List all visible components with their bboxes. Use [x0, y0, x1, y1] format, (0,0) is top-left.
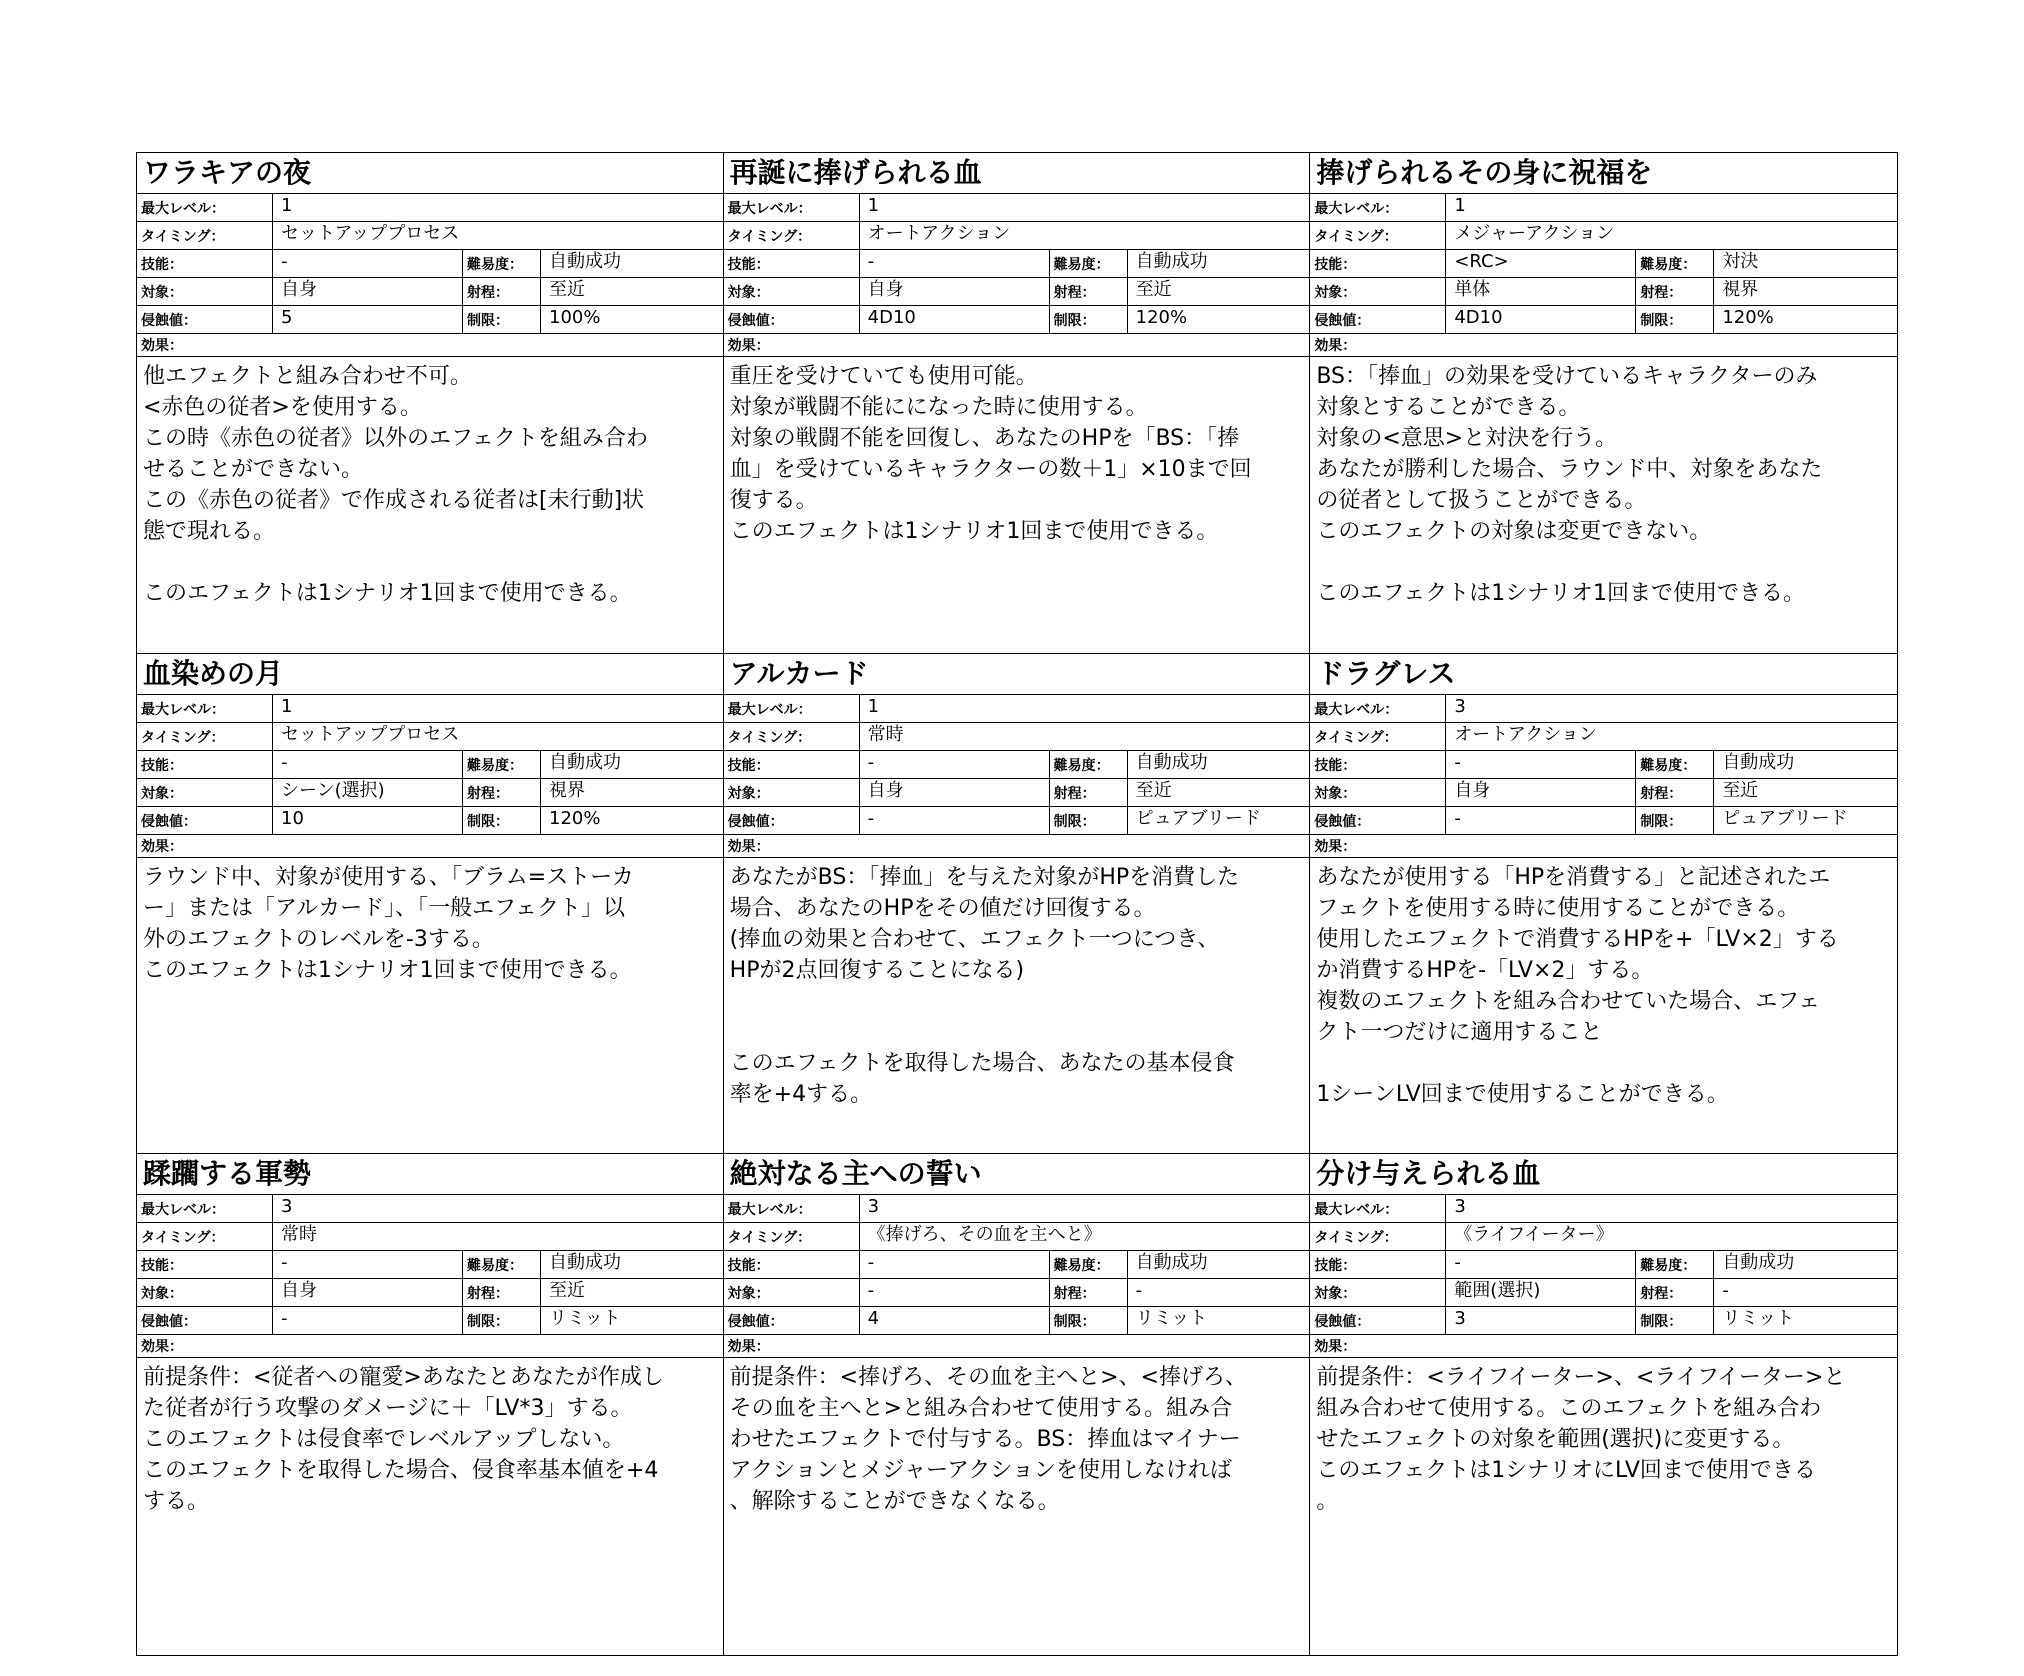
max-level-row: [724, 194, 1310, 222]
effect-line: フェクトを使用する時に使用することができる。: [1316, 895, 1800, 921]
effect-label: 効果：: [727, 338, 770, 354]
skill-value: -: [1446, 1251, 1636, 1278]
max-level-row: [724, 695, 1310, 723]
erosion-row: [724, 1307, 1310, 1335]
range-value: 至近: [1135, 279, 1172, 300]
range-label: 射程：: [1050, 779, 1128, 806]
effect-label-row: [1310, 835, 1897, 858]
skill-label: 技能：: [1310, 250, 1446, 277]
limit-label: 制限：: [463, 807, 541, 834]
target-label: 対象：: [1310, 1279, 1446, 1306]
timing-label: タイミング：: [137, 1223, 273, 1250]
skill-row: [724, 1251, 1310, 1279]
effect-line: <赤色の従者>を使用する。: [143, 395, 422, 420]
timing-value: オートアクション: [867, 223, 1011, 244]
effect-line: 前提条件：<ライフイーター>、<ライフイーター>と: [1316, 1365, 1846, 1391]
range-value: 視界: [1722, 279, 1759, 300]
range-value: 至近: [1135, 779, 1172, 801]
effect-text: [137, 357, 723, 653]
limit-value: ピュアブリード: [1135, 807, 1261, 829]
skill-value: -: [860, 250, 1050, 277]
effect-label-row: [137, 1335, 723, 1358]
limit-value: リミット: [549, 1308, 621, 1330]
erosion-label: 侵蝕値：: [724, 807, 860, 834]
skill-row: [724, 751, 1310, 779]
range-label: 射程：: [1050, 278, 1128, 305]
effect-label: 効果：: [1314, 338, 1357, 354]
difficulty-label: 難易度：: [1636, 1251, 1714, 1278]
range-label: 射程：: [1636, 278, 1714, 305]
difficulty-label: 難易度：: [463, 1251, 541, 1278]
skill-label: 技能：: [1310, 1251, 1446, 1278]
erosion-label: 侵蝕値：: [1310, 1307, 1446, 1334]
max-level-row: [1310, 194, 1897, 222]
timing-label: タイミング：: [137, 723, 273, 750]
target-value: 自身: [273, 1279, 463, 1306]
effect-line: クト一つだけに適用すること: [1316, 1019, 1603, 1045]
erosion-label: 侵蝕値：: [137, 1307, 273, 1334]
skill-value: -: [1446, 751, 1636, 778]
effect-card: [137, 654, 724, 1155]
effect-line: 他エフェクトと組み合わせ不可。: [143, 364, 472, 389]
effect-line: 。: [1316, 1489, 1339, 1515]
effect-line: 、解除することができなくなる。: [729, 1489, 1060, 1515]
skill-row: [137, 250, 723, 278]
target-label: 対象：: [137, 278, 273, 305]
max-level-label: 最大レベル：: [1310, 194, 1446, 221]
difficulty-value: 自動成功: [1135, 751, 1208, 773]
effect-line: この《赤色の従者》で作成される従者は[未行動]状: [143, 488, 645, 513]
erosion-row: [724, 807, 1310, 835]
effect-line: (捧血の効果と合わせて、エフェクト一つにつき、: [729, 926, 1220, 952]
target-row: [137, 779, 723, 807]
target-label: 対象：: [724, 278, 860, 305]
effect-line: か消費するHPを-「LV×2」する。: [1316, 957, 1654, 983]
effect-name: 捧げられるその身に祝福を: [1310, 153, 1897, 194]
effect-label: 効果：: [141, 338, 183, 354]
timing-row: [1310, 222, 1897, 250]
target-row: [724, 1279, 1310, 1307]
difficulty-label: 難易度：: [1636, 751, 1714, 778]
effect-line: 前提条件：<捧げろ、その血を主へと>、<捧げろ、: [729, 1365, 1247, 1391]
target-row: [1310, 1279, 1897, 1307]
effect-name: アルカード: [724, 654, 1310, 695]
target-value: 自身: [1446, 779, 1636, 806]
effect-label-row: [1310, 334, 1897, 357]
effect-line: 復する。: [729, 488, 818, 513]
erosion-value: 4: [860, 1307, 1050, 1334]
target-value: 自身: [860, 779, 1050, 806]
effect-line: このエフェクトを取得した場合、あなたの基本侵食: [729, 1050, 1235, 1076]
effect-line: このエフェクトは1シナリオ1回まで使用できる。: [729, 519, 1219, 544]
effect-line: HPが2点回復することになる): [729, 957, 1025, 983]
timing-label: タイミング：: [1310, 222, 1446, 249]
erosion-label: 侵蝕値：: [137, 306, 273, 333]
target-label: 対象：: [137, 779, 273, 806]
skill-row: [137, 751, 723, 779]
range-value: 至近: [549, 1280, 585, 1302]
effect-label-row: [1310, 1335, 1897, 1358]
effect-text: [1310, 858, 1897, 1154]
timing-value: 《ライフイーター》: [1454, 1224, 1614, 1246]
difficulty-label: 難易度：: [1050, 751, 1128, 778]
skill-label: 技能：: [724, 1251, 860, 1278]
effect-line: の従者として扱うことができる。: [1316, 488, 1647, 513]
effect-line: わせたエフェクトで付与する。BS：捧血はマイナー: [729, 1427, 1241, 1453]
effect-label-row: [137, 835, 723, 858]
limit-label: 制限：: [1636, 1307, 1714, 1334]
effect-label: 効果：: [727, 1339, 770, 1356]
effect-label-row: [724, 835, 1310, 858]
difficulty-value: 自動成功: [549, 751, 621, 773]
effect-line: あなたがBS：「捧血」を与えた対象がHPを消費した: [729, 864, 1240, 890]
skill-row: [1310, 751, 1897, 779]
timing-value: 常時: [281, 1224, 317, 1246]
range-value: 至近: [549, 279, 585, 300]
timing-value: メジャーアクション: [1454, 223, 1615, 244]
max-level-value: 1: [867, 695, 880, 717]
effect-card: [137, 1154, 724, 1655]
skill-label: 技能：: [137, 751, 273, 778]
target-label: 対象：: [137, 1279, 273, 1306]
skill-label: 技能：: [137, 1251, 273, 1278]
difficulty-value: 自動成功: [1722, 751, 1795, 773]
effect-line: その血を主へと>と組み合わせて使用する。組み合: [729, 1396, 1233, 1422]
skill-label: 技能：: [137, 250, 273, 277]
effect-line: [143, 547, 717, 578]
target-row: [137, 278, 723, 306]
effect-line: せることができない。: [143, 457, 364, 482]
max-level-label: 最大レベル：: [137, 194, 273, 221]
effect-label: 効果：: [141, 1339, 183, 1356]
limit-value: リミット: [1722, 1308, 1794, 1330]
effect-line: せたエフェクトの対象を範囲(選択)に変更する。: [1316, 1427, 1795, 1453]
timing-value: セットアッププロセス: [281, 723, 460, 745]
range-label: 射程：: [1636, 1279, 1714, 1306]
effect-line: ー」または「アルカード」、「一般エフェクト」以: [143, 895, 626, 921]
effect-line: 対象の<意思>と対決を行う。: [1316, 426, 1618, 451]
effect-name: 絶対なる主への誓い: [724, 1154, 1310, 1195]
target-value: 範囲(選択): [1446, 1279, 1636, 1306]
limit-label: 制限：: [1636, 807, 1714, 834]
effect-line: このエフェクトは1シナリオ1回まで使用できる。: [1316, 581, 1805, 606]
effect-label: 効果：: [727, 838, 770, 855]
effect-card: [724, 1154, 1311, 1655]
max-level-row: [724, 1195, 1310, 1223]
limit-value: 120%: [1135, 307, 1188, 328]
limit-label: 制限：: [1050, 807, 1128, 834]
effect-line: このエフェクトの対象は変更できない。: [1316, 519, 1712, 544]
effect-line: あなたが使用する「HPを消費する」と記述されたエ: [1316, 864, 1831, 890]
erosion-label: 侵蝕値：: [1310, 807, 1446, 834]
range-label: 射程：: [1050, 1279, 1128, 1306]
max-level-value: 3: [281, 1196, 293, 1218]
max-level-label: 最大レベル：: [137, 695, 273, 722]
timing-value: オートアクション: [1454, 723, 1597, 745]
erosion-value: 4D10: [1446, 306, 1636, 333]
target-label: 対象：: [724, 779, 860, 806]
erosion-row: [137, 306, 723, 334]
timing-row: [724, 723, 1310, 751]
effect-line: アクションとメジャーアクションを使用しなければ: [729, 1458, 1232, 1484]
max-level-label: 最大レベル：: [1310, 695, 1446, 722]
effect-name: 血染めの月: [137, 654, 723, 695]
erosion-value: -: [273, 1307, 463, 1334]
effect-line: あなたが勝利した場合、ラウンド中、対象をあなた: [1316, 457, 1823, 482]
range-label: 射程：: [463, 779, 541, 806]
effect-line: [730, 986, 1304, 1017]
max-level-value: 1: [1454, 195, 1466, 216]
effect-line: する。: [143, 1489, 210, 1515]
target-label: 対象：: [724, 1279, 860, 1306]
target-label: 対象：: [1310, 278, 1446, 305]
timing-row: [1310, 723, 1897, 751]
max-level-label: 最大レベル：: [724, 1195, 860, 1222]
max-level-value: 1: [281, 695, 293, 717]
timing-row: [137, 723, 723, 751]
erosion-row: [1310, 807, 1897, 835]
effect-line: 外のエフェクトのレベルを-3する。: [143, 926, 494, 952]
erosion-value: 4D10: [860, 306, 1050, 333]
max-level-value: 1: [867, 195, 880, 216]
target-value: 自身: [860, 278, 1050, 305]
range-value: 至近: [1722, 779, 1759, 801]
skill-label: 技能：: [724, 751, 860, 778]
effect-line: [730, 1017, 1304, 1048]
effect-line: このエフェクトは1シナリオにLV回まで使用できる: [1316, 1458, 1816, 1484]
erosion-label: 侵蝕値：: [724, 306, 860, 333]
erosion-label: 侵蝕値：: [724, 1307, 860, 1334]
max-level-label: 最大レベル：: [724, 194, 860, 221]
timing-value: 常時: [867, 723, 904, 745]
timing-value: 《捧げろ、その血を主へと》: [867, 1224, 1102, 1246]
difficulty-value: 自動成功: [549, 251, 621, 272]
max-level-label: 最大レベル：: [1310, 1195, 1446, 1222]
target-value: 単体: [1446, 278, 1636, 305]
skill-label: 技能：: [724, 250, 860, 277]
effect-label: 効果：: [141, 838, 183, 855]
skill-value: -: [860, 751, 1050, 778]
range-value: -: [1135, 1280, 1143, 1302]
erosion-value: 10: [273, 807, 463, 834]
range-label: 射程：: [463, 1279, 541, 1306]
max-level-row: [1310, 1195, 1897, 1223]
effect-text: [724, 1358, 1310, 1655]
effect-line: 組み合わせて使用する。このエフェクトを組み合わ: [1316, 1396, 1822, 1422]
erosion-row: [1310, 1307, 1897, 1335]
skill-row: [724, 250, 1310, 278]
range-label: 射程：: [1636, 779, 1714, 806]
max-level-value: 1: [281, 195, 293, 216]
erosion-label: 侵蝕値：: [137, 807, 273, 834]
effect-line: このエフェクトを取得した場合、侵食率基本値を+4: [143, 1458, 659, 1484]
max-level-label: 最大レベル：: [137, 1195, 273, 1222]
effect-text: [724, 858, 1310, 1154]
effect-line: 1シーンLV回まで使用することができる。: [1316, 1081, 1729, 1107]
difficulty-value: 自動成功: [1135, 1252, 1208, 1274]
effect-card: [1310, 153, 1897, 654]
effect-line: BS：「捧血」の効果を受けているキャラクターのみ: [1316, 364, 1818, 389]
skill-value: -: [860, 1251, 1050, 1278]
effect-line: [1316, 1048, 1891, 1079]
erosion-value: -: [1446, 807, 1636, 834]
effect-label-row: [724, 1335, 1310, 1358]
range-value: 視界: [549, 779, 585, 801]
effect-line: 態で現れる。: [143, 519, 276, 544]
effect-line: 対象の戦闘不能を回復し、あなたのHPを「BS：「捧: [729, 426, 1240, 451]
difficulty-label: 難易度：: [1050, 1251, 1128, 1278]
timing-row: [724, 222, 1310, 250]
max-level-row: [137, 1195, 723, 1223]
skill-value: <RC>: [1446, 250, 1636, 277]
range-value: -: [1722, 1280, 1729, 1302]
effect-line: 対象とすることができる。: [1316, 395, 1581, 420]
difficulty-label: 難易度：: [463, 250, 541, 277]
effect-text: [1310, 357, 1897, 653]
limit-label: 制限：: [1050, 1307, 1128, 1334]
effect-text: [724, 357, 1310, 653]
erosion-row: [724, 306, 1310, 334]
limit-value: 120%: [1722, 307, 1774, 328]
timing-label: タイミング：: [1310, 1223, 1446, 1250]
effect-text: [137, 1358, 723, 1655]
erosion-value: 5: [273, 306, 463, 333]
effect-name: ワラキアの夜: [137, 153, 723, 194]
timing-row: [137, 1223, 723, 1251]
skill-value: -: [273, 751, 463, 778]
erosion-row: [137, 1307, 723, 1335]
target-row: [1310, 779, 1897, 807]
skill-value: -: [273, 250, 463, 277]
effect-card: [1310, 1154, 1897, 1655]
difficulty-value: 対決: [1722, 251, 1759, 272]
effect-line: 対象が戦闘不能にになった時に使用する。: [729, 395, 1148, 420]
timing-label: タイミング：: [137, 222, 273, 249]
skill-row: [1310, 1251, 1897, 1279]
effect-card: [137, 153, 724, 654]
effect-line: このエフェクトは1シナリオ1回まで使用できる。: [143, 581, 632, 606]
effect-text: [1310, 1358, 1897, 1655]
target-value: -: [860, 1279, 1050, 1306]
effect-card: [1310, 654, 1897, 1155]
max-level-row: [1310, 695, 1897, 723]
effect-line: このエフェクトは1シナリオ1回まで使用できる。: [143, 957, 632, 983]
skill-label: 技能：: [1310, 751, 1446, 778]
target-value: シーン(選択): [273, 779, 463, 806]
target-row: [724, 278, 1310, 306]
effect-name: 分け与えられる血: [1310, 1154, 1897, 1195]
erosion-value: 3: [1446, 1307, 1636, 1334]
difficulty-value: 自動成功: [549, 1252, 621, 1274]
timing-row: [1310, 1223, 1897, 1251]
effect-line: 重圧を受けていても使用可能。: [729, 364, 1038, 389]
erosion-row: [137, 807, 723, 835]
difficulty-value: 自動成功: [1135, 251, 1208, 272]
target-row: [137, 1279, 723, 1307]
effect-label: 効果：: [1314, 838, 1357, 855]
max-level-row: [137, 194, 723, 222]
timing-label: タイミング：: [724, 222, 860, 249]
limit-value: ピュアブリード: [1722, 807, 1848, 829]
effect-line: 率を+4する。: [729, 1081, 873, 1107]
limit-label: 制限：: [1636, 306, 1714, 333]
effect-card: [724, 654, 1311, 1155]
effect-line: 使用したエフェクトで消費するHPを+「LV×2」する: [1316, 926, 1839, 952]
timing-row: [724, 1223, 1310, 1251]
effect-label-row: [724, 334, 1310, 357]
erosion-row: [1310, 306, 1897, 334]
effect-line: この時《赤色の従者》以外のエフェクトを組み合わ: [143, 426, 648, 451]
effect-line: ラウンド中、対象が使用する、「ブラム=ストーカ: [143, 864, 634, 890]
timing-label: タイミング：: [1310, 723, 1446, 750]
target-row: [724, 779, 1310, 807]
limit-value: 100%: [549, 307, 601, 328]
effect-line: 場合、あなたのHPをその値だけ回復する。: [729, 895, 1156, 921]
timing-label: タイミング：: [724, 723, 860, 750]
effect-label-row: [137, 334, 723, 357]
effect-line: 前提条件：<従者への寵愛>あなたとあなたが作成し: [143, 1365, 664, 1391]
target-row: [1310, 278, 1897, 306]
erosion-label: 侵蝕値：: [1310, 306, 1446, 333]
limit-label: 制限：: [463, 1307, 541, 1334]
skill-row: [1310, 250, 1897, 278]
limit-value: リミット: [1135, 1308, 1208, 1330]
effect-name: 再誕に捧げられる血: [724, 153, 1310, 194]
target-label: 対象：: [1310, 779, 1446, 806]
difficulty-label: 難易度：: [463, 751, 541, 778]
difficulty-label: 難易度：: [1636, 250, 1714, 277]
limit-value: 120%: [549, 807, 601, 829]
target-value: 自身: [273, 278, 463, 305]
effect-text: [137, 858, 723, 1154]
timing-label: タイミング：: [724, 1223, 860, 1250]
timing-row: [137, 222, 723, 250]
effect-line: 複数のエフェクトを組み合わせていた場合、エフェ: [1316, 988, 1821, 1014]
limit-label: 制限：: [1050, 306, 1128, 333]
erosion-value: -: [860, 807, 1050, 834]
max-level-value: 3: [1454, 695, 1466, 717]
effect-name: 蹂躙する軍勢: [137, 1154, 723, 1195]
effect-card-grid: [136, 152, 1898, 1656]
difficulty-value: 自動成功: [1722, 1252, 1795, 1274]
skill-value: -: [273, 1251, 463, 1278]
max-level-value: 3: [1454, 1196, 1466, 1218]
skill-row: [137, 1251, 723, 1279]
effect-line: このエフェクトは侵食率でレベルアップしない。: [143, 1427, 625, 1453]
max-level-label: 最大レベル：: [724, 695, 860, 722]
effect-card: [724, 153, 1311, 654]
timing-value: セットアッププロセス: [281, 223, 460, 244]
effect-line: [1316, 547, 1891, 578]
difficulty-label: 難易度：: [1050, 250, 1128, 277]
max-level-value: 3: [867, 1196, 880, 1218]
effect-label: 効果：: [1314, 1339, 1357, 1356]
effect-line: 血」を受けているキャラクターの数＋1」×10まで回: [729, 457, 1252, 482]
effect-line: た従者が行う攻撃のダメージに＋「LV*3」する。: [143, 1396, 633, 1422]
limit-label: 制限：: [463, 306, 541, 333]
range-label: 射程：: [463, 278, 541, 305]
effect-name: ドラグレス: [1310, 654, 1897, 695]
max-level-row: [137, 695, 723, 723]
